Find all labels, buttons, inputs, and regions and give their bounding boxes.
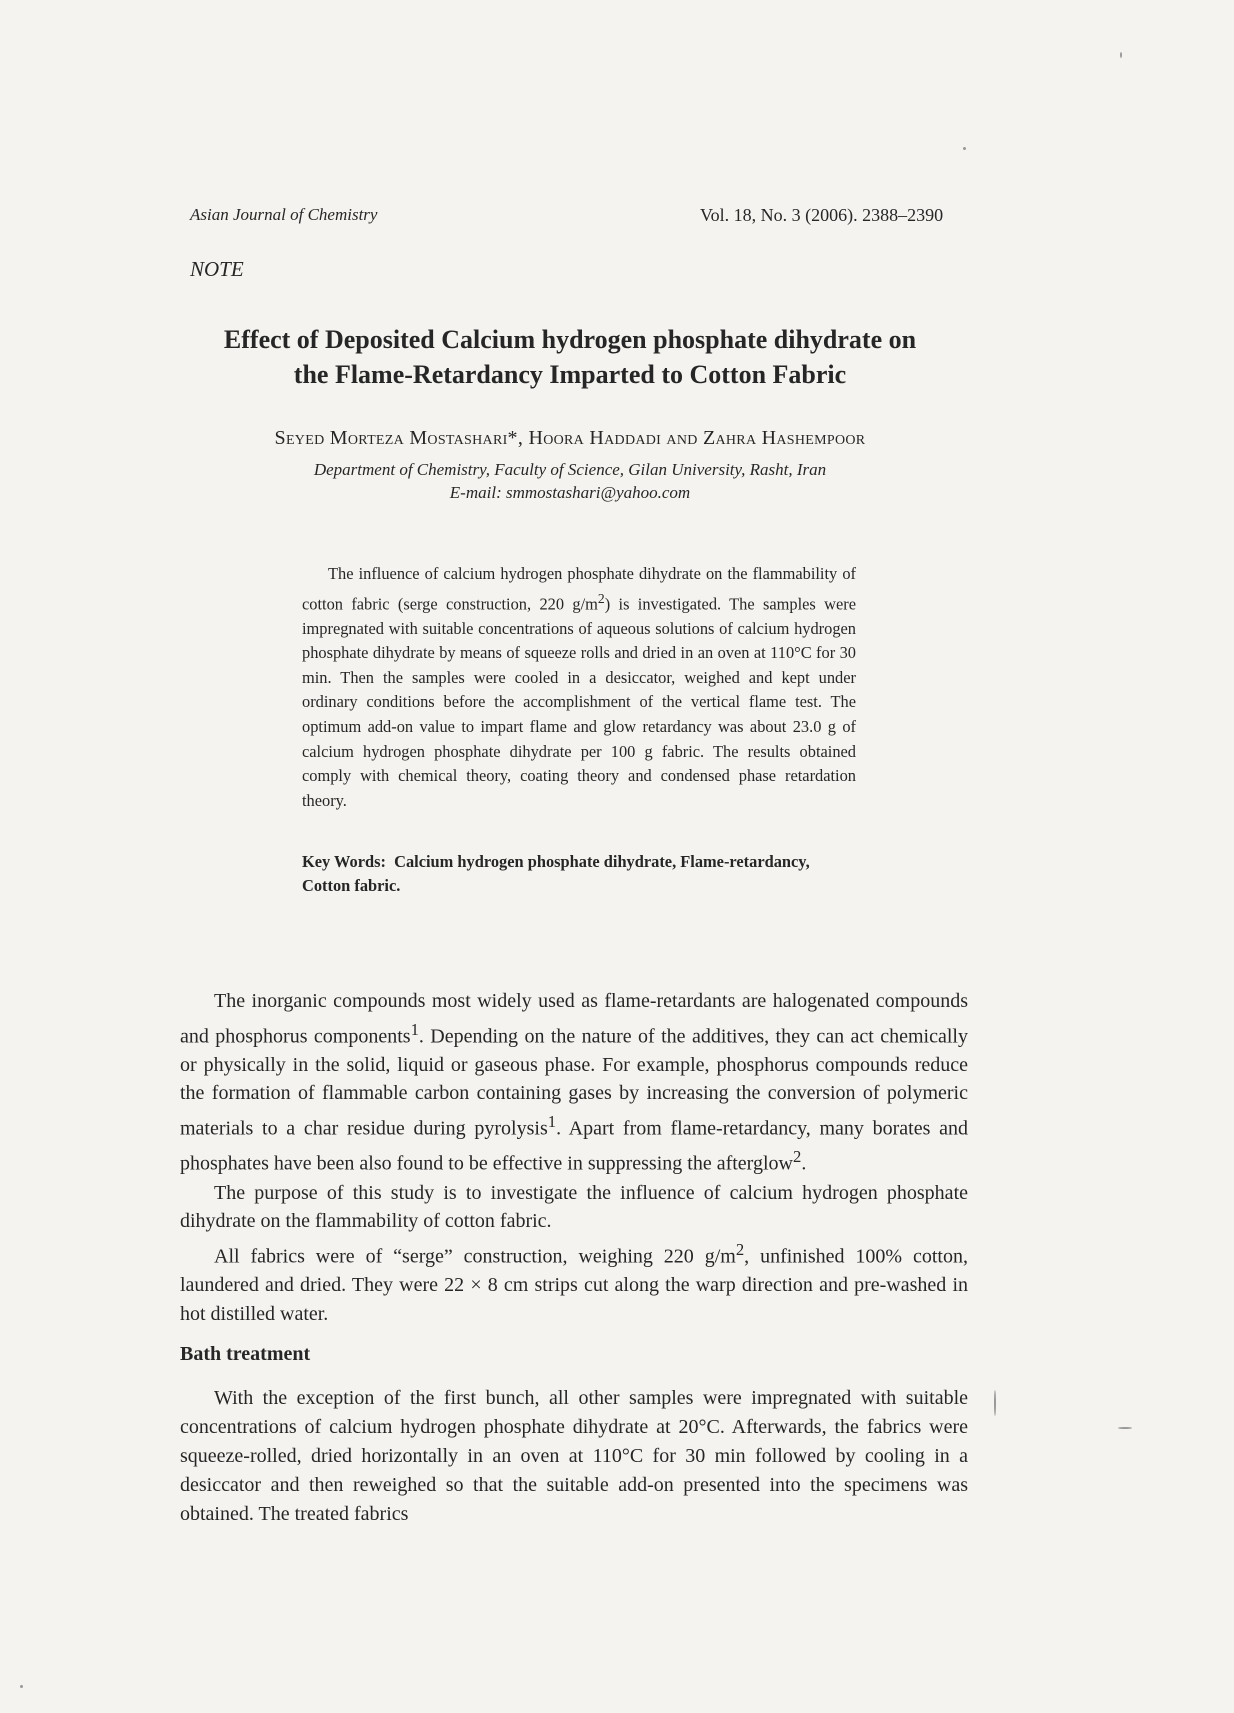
scan-speck bbox=[1120, 52, 1122, 58]
volume-info: Vol. 18, No. 3 (2006). 2388–2390 bbox=[700, 205, 944, 225]
scan-speck bbox=[1118, 1427, 1132, 1429]
citation-ref: 1 bbox=[547, 1112, 557, 1132]
intro-paragraph-3 bbox=[180, 1236, 968, 1328]
intro-p3-a: All fabrics were of “serge” construction, weighing 220 g/m bbox=[214, 1245, 736, 1268]
section-label: NOTE bbox=[190, 257, 244, 281]
title-line-1: Effect of Deposited Calcium hydrogen phosphate dihydrate on bbox=[223, 325, 917, 354]
scan-speck bbox=[20, 1685, 23, 1688]
keywords-text: Calcium hydrogen phosphate dihydrate, Flame-retardancy, Cotton fabric. bbox=[302, 852, 810, 895]
journal-name: Asian Journal of Chemistry bbox=[190, 205, 378, 224]
keywords-label: Key Words: bbox=[302, 852, 386, 871]
scan-speck bbox=[994, 1390, 996, 1416]
paper-title bbox=[150, 322, 990, 392]
introduction bbox=[180, 987, 968, 1328]
intro-p1-c: . Apart from flame-retardancy, many borates and phosphates have been also found to be effective in suppressing the afterglow bbox=[180, 1117, 968, 1175]
abstract-part-1: The influence of calcium hydrogen phosphate dihydrate on the flammability of cotton fabric (serge construction, 220 g/m bbox=[302, 564, 856, 614]
authors: Seyed Morteza Mostashari*, Hoora Haddadi and Zahra Hashempoor bbox=[274, 427, 866, 449]
intro-p1-b: . Depending on the nature of the additives, they can act chemically or physically in the solid, liquid or gaseous phase. For example, phosphorus compounds reduce the formation of flammable carbon containing gases by increasing the conversion of polymeric materials to a char residue during pyrolysis bbox=[180, 1025, 968, 1140]
intro-p3-b: , unfinished 100% cotton, laundered and dried. They were 22 × 8 cm strips cut along the warp direction and pre-washed in hot distilled water. bbox=[180, 1245, 968, 1325]
bath-treatment-text bbox=[180, 1384, 968, 1529]
abstract-part-2: ) is investigated. The samples were impregnated with suitable concentrations of aqueous solutions of calcium hydrogen phosphate dihydrate by means of squeeze rolls and dried in an oven at 110°C for 30 min. Then the samples were cooled in a desiccator, weighed and kept under ordinary conditions before the accomplishment of the vertical flame test. The optimum add-on value to impart flame and glow retardancy was about 23.0 g of calcium hydrogen phosphate dihydrate per 100 g fabric. The results obtained comply with chemical theory, coating theory and condensed phase retardation theory. bbox=[302, 594, 856, 810]
affiliation: Department of Chemistry, Faculty of Science, Gilan University, Rasht, Iran bbox=[313, 460, 827, 479]
citation-ref: 2 bbox=[792, 1147, 802, 1167]
section-heading-bath-treatment: Bath treatment bbox=[180, 1343, 311, 1365]
bath-paragraph-1: With the exception of the first bunch, all other samples were impregnated with suitable concentrations of calcium hydrogen phosphate dihydrate at 20°C. Afterwards, the fabrics were squeeze-rolled, dried horizontally in an oven at 110°C for 30 min followed by cooling in a desiccator and then reweighed so that the suitable add-on presented into the specimens was obtained. The treated fabrics bbox=[180, 1387, 968, 1525]
email: E-mail: smmostashari@yahoo.com bbox=[449, 483, 691, 502]
intro-p1-a: The inorganic compounds most widely used as flame-retardants are halogenated compounds and phosphorus components bbox=[180, 990, 968, 1048]
intro-p1-d: . bbox=[801, 1152, 807, 1175]
intro-paragraph-1 bbox=[180, 987, 968, 1179]
scan-speck bbox=[963, 147, 966, 150]
abstract-sup: 2 bbox=[597, 590, 605, 606]
citation-ref: 1 bbox=[410, 1019, 419, 1039]
intro-paragraph-2: The purpose of this study is to investigate the influence of calcium hydrogen phosphate dihydrate on the flammability of cotton fabric. bbox=[180, 1181, 968, 1233]
title-line-2: the Flame-Retardancy Imparted to Cotton Fabric bbox=[293, 360, 847, 389]
keywords bbox=[302, 850, 856, 898]
abstract bbox=[302, 562, 856, 813]
intro-p3-sup: 2 bbox=[735, 1239, 745, 1259]
affiliation-block bbox=[150, 458, 990, 504]
